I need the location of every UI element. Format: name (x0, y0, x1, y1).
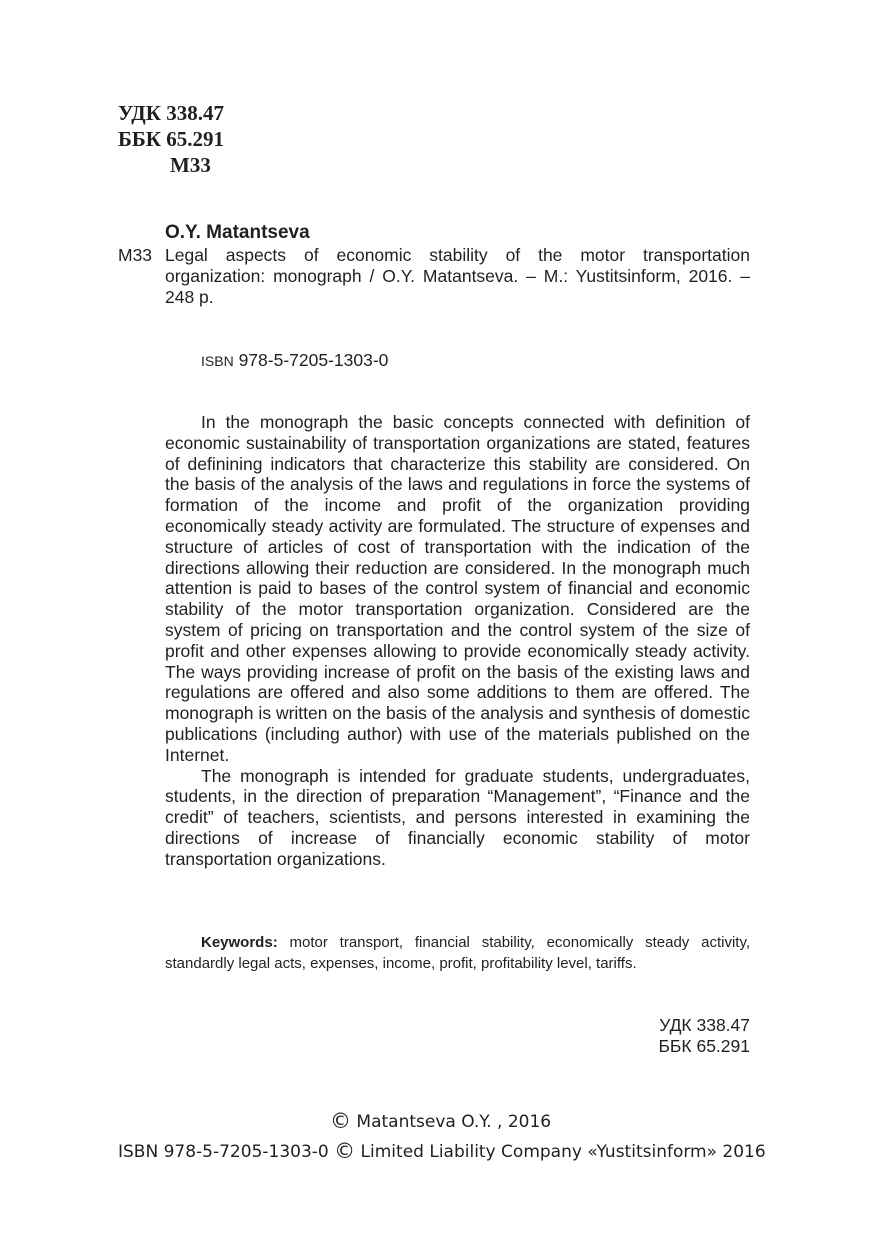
author-name: O.Y. Matantseva (165, 222, 310, 243)
copyright-isbn: ISBN 978-5-7205-1303-0 (118, 1142, 329, 1162)
copyright-author-text: Matantseva O.Y. , 2016 (356, 1112, 552, 1132)
author-code: М33 (170, 153, 211, 177)
copyright-icon: © (330, 1109, 351, 1133)
abstract-paragraph: The monograph is intended for graduate students, undergraduates, students, in the direction of preparation “Management”, “Finance and the credit” of teachers, scientists, and persons interested in examining the directions of increase of financially economic stability of motor transportation organizations. (165, 765, 750, 869)
copyright-company-text: Limited Liability Company «Yustitsinform» 2016 (360, 1142, 766, 1162)
udk-code: УДК 338.47 (118, 101, 224, 125)
abstract-paragraph: In the monograph the basic concepts connected with definition of economic sustainability of transportation organizations are stated, features of definining indicators that characterize this stability are considered. On the basis of the analysis of the laws and regulations in force the systems of formation of the income and profit of the organization providing economically steady activity are formulated. The structure of expenses and structure of articles of cost of transportation with the indication of the directions allowing their reduction are considered. In the monograph much attention is paid to bases of the control system of financial and economic stability of the motor transportation organization. Considered are the system of pricing on transportation and the control system of the size of profit and other expenses allowing to provide economically steady activity. The ways providing increase of profit on the basis of the existing laws and regulations are offered and also some additions to them are offered. The monograph is written on the basis of the analysis and synthesis of domestic publications (including author) with use of the materials published on the Internet. (165, 412, 750, 765)
classification-right (658, 1015, 750, 1057)
keywords-label: Keywords: (201, 934, 278, 951)
isbn-number: 978-5-7205-1303-0 (238, 350, 389, 370)
copyright-icon: © (334, 1139, 356, 1163)
bibliographic-description: Legal aspects of economic stability of the motor transportation organization: monograph / O.Y. Matantseva. – M.: Yustitsinform, 2016. – 248 p. (165, 245, 750, 307)
abstract (165, 412, 750, 870)
isbn-label: ISBN (201, 353, 234, 369)
copyright-company (118, 1139, 766, 1164)
udk-code-right: УДК 338.47 (659, 1015, 750, 1035)
classification-block (118, 100, 224, 178)
keywords-text: motor transport, financial stability, economically steady activity, standardly legal acts, expenses, income, profit, profitability level, tariffs. (165, 934, 751, 972)
bbk-code-right: ББК 65.291 (658, 1036, 750, 1056)
copyright-author (330, 1109, 551, 1134)
isbn-line (201, 350, 388, 372)
keywords (165, 932, 750, 974)
bbk-code: ББК 65.291 (118, 127, 224, 151)
bibliographic-entry (118, 245, 750, 308)
bibliographic-code: M33 (118, 245, 153, 265)
